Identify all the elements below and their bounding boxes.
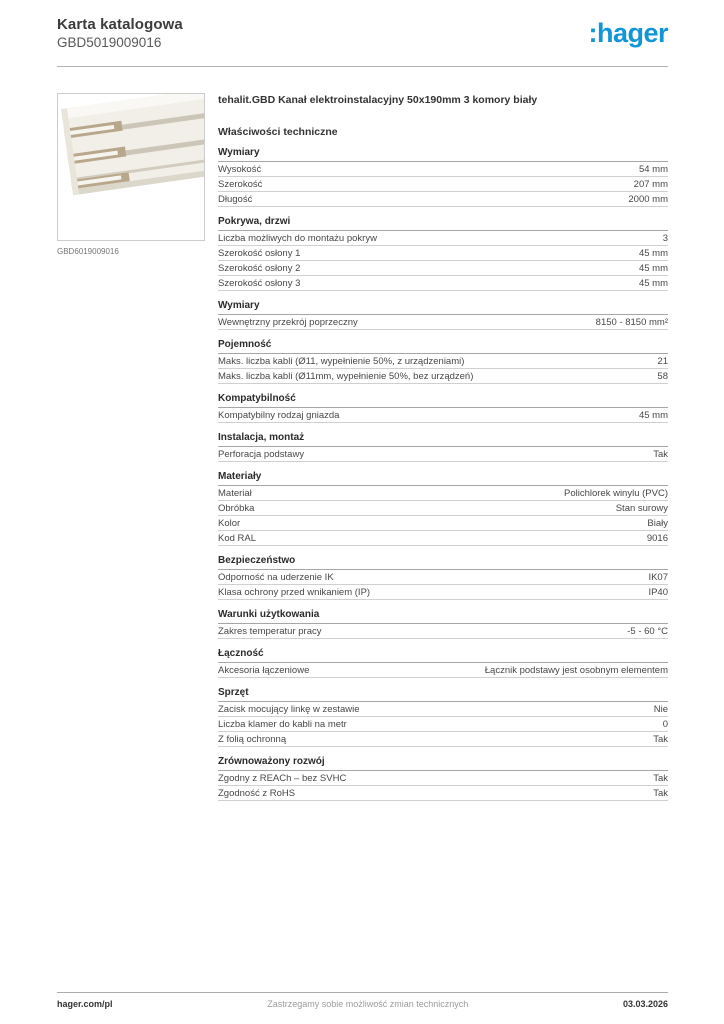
spec-label: Klasa ochrony przed wnikaniem (IP) bbox=[218, 586, 371, 598]
spec-value: 8150 - 8150 mm² bbox=[595, 316, 668, 328]
spec-row bbox=[218, 732, 668, 747]
spec-group-heading: Łączność bbox=[218, 648, 668, 663]
spec-row bbox=[218, 192, 668, 207]
spec-value: 58 bbox=[657, 370, 668, 382]
technical-content bbox=[218, 94, 668, 801]
spec-group bbox=[218, 393, 668, 423]
page-footer bbox=[57, 999, 668, 1009]
spec-row bbox=[218, 261, 668, 276]
spec-group-heading: Sprzęt bbox=[218, 687, 668, 702]
spec-row bbox=[218, 702, 668, 717]
spec-value: 54 mm bbox=[638, 163, 668, 175]
spec-group bbox=[218, 687, 668, 747]
spec-label: Z folią ochronną bbox=[218, 733, 287, 745]
spec-label: Zakres temperatur pracy bbox=[218, 625, 322, 637]
product-image-cable-trunking bbox=[58, 94, 205, 241]
spec-value: IK07 bbox=[648, 571, 668, 583]
footer-website: hager.com/pl bbox=[57, 999, 113, 1009]
spec-groups-container bbox=[218, 147, 668, 801]
spec-value: Polichlorek winylu (PVC) bbox=[563, 487, 668, 499]
spec-group bbox=[218, 648, 668, 678]
spec-row bbox=[218, 624, 668, 639]
spec-row bbox=[218, 531, 668, 546]
spec-value: 9016 bbox=[646, 532, 668, 544]
spec-value: 0 bbox=[662, 718, 668, 730]
spec-value: 3 bbox=[662, 232, 668, 244]
product-image-frame bbox=[57, 93, 205, 241]
spec-group-heading: Kompatybilność bbox=[218, 393, 668, 408]
spec-label: Szerokość osłony 1 bbox=[218, 247, 301, 259]
spec-label: Akcesoria łączeniowe bbox=[218, 664, 310, 676]
spec-label: Maks. liczba kabli (Ø11mm, wypełnienie 50%, bez urządzeń) bbox=[218, 370, 474, 382]
footer-date: 03.03.2026 bbox=[622, 999, 668, 1009]
spec-row bbox=[218, 663, 668, 678]
spec-group bbox=[218, 471, 668, 546]
spec-value: Biały bbox=[647, 517, 668, 529]
spec-row bbox=[218, 162, 668, 177]
spec-value: Tak bbox=[653, 733, 668, 745]
spec-label: Maks. liczba kabli (Ø11, wypełnienie 50%, z urządzeniami) bbox=[218, 355, 465, 367]
product-title: tehalit.GBD Kanał elektroinstalacyjny 50x190mm 3 komory biały bbox=[218, 94, 538, 106]
spec-row bbox=[218, 447, 668, 462]
spec-label: Szerokość osłony 2 bbox=[218, 262, 301, 274]
spec-group bbox=[218, 756, 668, 801]
spec-label: Szerokość bbox=[218, 178, 263, 190]
spec-value: Łącznik podstawy jest osobnym elementem bbox=[484, 664, 668, 676]
spec-label: Zacisk mocujący linkę w zestawie bbox=[218, 703, 360, 715]
spec-group-heading: Materiały bbox=[218, 471, 668, 486]
spec-value: 45 mm bbox=[638, 277, 668, 289]
spec-group-heading: Pokrywa, drzwi bbox=[218, 216, 668, 231]
spec-group bbox=[218, 339, 668, 384]
spec-group bbox=[218, 609, 668, 639]
spec-label: Kolor bbox=[218, 517, 241, 529]
spec-group bbox=[218, 300, 668, 330]
spec-row bbox=[218, 276, 668, 291]
product-image-caption: GBD6019009016 bbox=[57, 247, 119, 256]
spec-group-heading: Wymiary bbox=[218, 147, 668, 162]
spec-value: 45 mm bbox=[638, 247, 668, 259]
spec-label: Materiał bbox=[218, 487, 252, 499]
spec-label: Szerokość osłony 3 bbox=[218, 277, 301, 289]
spec-row bbox=[218, 246, 668, 261]
spec-row bbox=[218, 177, 668, 192]
spec-label: Liczba możliwych do montażu pokryw bbox=[218, 232, 377, 244]
spec-value: Stan surowy bbox=[615, 502, 668, 514]
spec-row bbox=[218, 516, 668, 531]
spec-group-heading: Pojemność bbox=[218, 339, 668, 354]
spec-group bbox=[218, 555, 668, 600]
spec-row bbox=[218, 408, 668, 423]
spec-label: Zgodność z RoHS bbox=[218, 787, 296, 799]
spec-row bbox=[218, 570, 668, 585]
spec-row bbox=[218, 501, 668, 516]
spec-value: Tak bbox=[653, 787, 668, 799]
product-reference: GBD5019009016 bbox=[57, 35, 162, 50]
spec-row bbox=[218, 771, 668, 786]
section-title: Właściwości techniczne bbox=[218, 126, 338, 138]
spec-row bbox=[218, 369, 668, 384]
spec-group bbox=[218, 432, 668, 462]
spec-label: Wewnętrzny przekrój poprzeczny bbox=[218, 316, 358, 328]
spec-label: Kompatybilny rodzaj gniazda bbox=[218, 409, 340, 421]
spec-value: 207 mm bbox=[633, 178, 668, 190]
spec-group-heading: Wymiary bbox=[218, 300, 668, 315]
spec-row bbox=[218, 585, 668, 600]
spec-label: Odporność na uderzenie IK bbox=[218, 571, 334, 583]
footer-disclaimer: Zastrzegamy sobie możliwość zmian technicznych bbox=[267, 999, 469, 1009]
spec-value: IP40 bbox=[648, 586, 668, 598]
spec-label: Liczba klamer do kabli na metr bbox=[218, 718, 347, 730]
header-divider bbox=[57, 66, 668, 67]
spec-group-heading: Warunki użytkowania bbox=[218, 609, 668, 624]
document-type-title: Karta katalogowa bbox=[57, 16, 183, 33]
spec-row bbox=[218, 315, 668, 330]
spec-group bbox=[218, 147, 668, 207]
spec-label: Perforacja podstawy bbox=[218, 448, 305, 460]
spec-row bbox=[218, 786, 668, 801]
spec-row bbox=[218, 486, 668, 501]
hager-logo: :hager bbox=[588, 18, 668, 48]
spec-label: Kod RAL bbox=[218, 532, 257, 544]
spec-label: Wysokość bbox=[218, 163, 262, 175]
spec-value: Tak bbox=[653, 772, 668, 784]
spec-group bbox=[218, 216, 668, 291]
spec-row bbox=[218, 354, 668, 369]
spec-row bbox=[218, 231, 668, 246]
spec-label: Obróbka bbox=[218, 502, 255, 514]
spec-group-heading: Zrównoważony rozwój bbox=[218, 756, 668, 771]
spec-row bbox=[218, 717, 668, 732]
footer-divider bbox=[57, 992, 668, 993]
spec-value: Tak bbox=[653, 448, 668, 460]
spec-group-heading: Instalacja, montaż bbox=[218, 432, 668, 447]
spec-label: Zgodny z REACh – bez SVHC bbox=[218, 772, 347, 784]
page-header bbox=[57, 16, 668, 50]
spec-value: Nie bbox=[653, 703, 668, 715]
spec-label: Długość bbox=[218, 193, 253, 205]
spec-group-heading: Bezpieczeństwo bbox=[218, 555, 668, 570]
spec-value: 2000 mm bbox=[628, 193, 668, 205]
spec-value: 45 mm bbox=[638, 262, 668, 274]
spec-value: 45 mm bbox=[638, 409, 668, 421]
spec-value: -5 - 60 °C bbox=[627, 625, 668, 637]
spec-value: 21 bbox=[657, 355, 668, 367]
